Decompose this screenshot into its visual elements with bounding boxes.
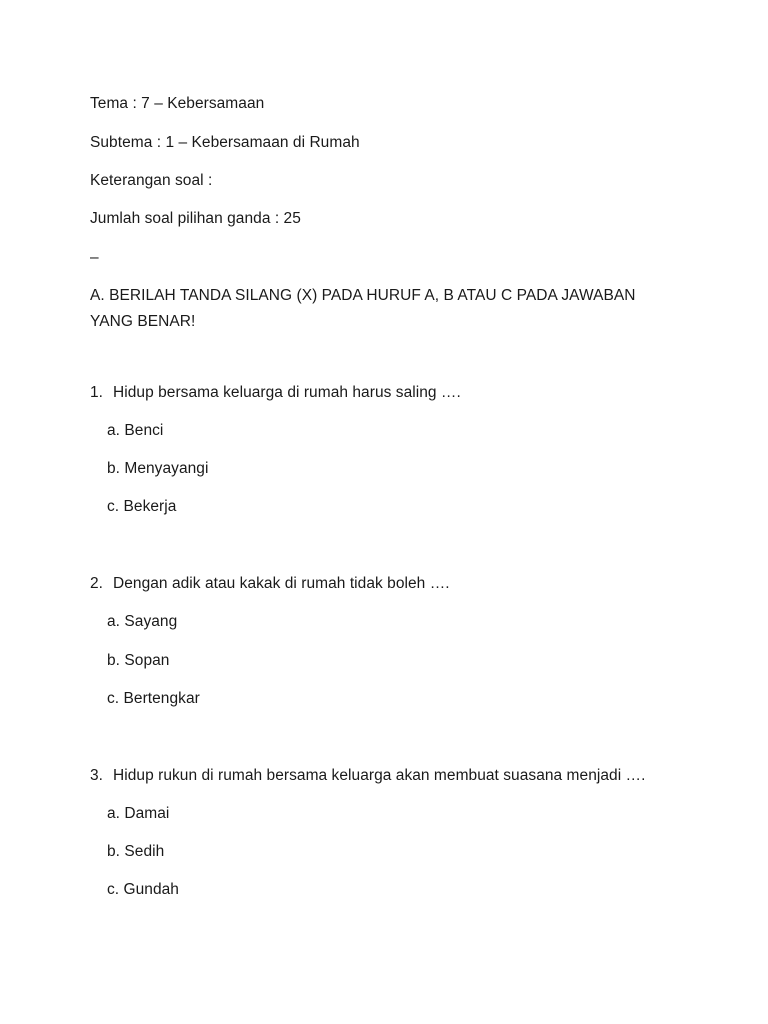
question-3-option-a: a. Damai bbox=[107, 805, 170, 822]
question-1-text: Hidup bersama keluarga di rumah harus saling …. bbox=[113, 384, 461, 401]
subtema-line: Subtema : 1 – Kebersamaan di Rumah bbox=[90, 134, 360, 151]
question-3-number: 3. bbox=[90, 767, 104, 784]
question-1-option-c: c. Bekerja bbox=[107, 498, 177, 515]
question-1-number: 1. bbox=[90, 384, 104, 401]
tema-line: Tema : 7 – Kebersamaan bbox=[90, 95, 265, 112]
question-2-option-c: c. Bertengkar bbox=[107, 690, 200, 707]
question-1-option-b: b. Menyayangi bbox=[107, 460, 209, 477]
question-2-number: 2. bbox=[90, 575, 104, 592]
question-1-option-a: a. Benci bbox=[107, 422, 164, 439]
jumlah-soal-line: Jumlah soal pilihan ganda : 25 bbox=[90, 210, 301, 227]
question-3-option-c: c. Gundah bbox=[107, 881, 179, 898]
dash-separator: – bbox=[90, 249, 99, 266]
question-3-option-b: b. Sedih bbox=[107, 843, 165, 860]
instruction-text: A. BERILAH TANDA SILANG (X) PADA HURUF A, B ATAU C PADA JAWABAN YANG BENAR! bbox=[90, 287, 636, 330]
question-3 bbox=[90, 763, 645, 789]
question-2-text: Dengan adik atau kakak di rumah tidak boleh …. bbox=[113, 575, 450, 592]
question-2 bbox=[90, 571, 450, 597]
question-1 bbox=[90, 380, 461, 406]
question-3-text: Hidup rukun di rumah bersama keluarga akan membuat suasana menjadi …. bbox=[113, 767, 646, 784]
question-2-option-b: b. Sopan bbox=[107, 652, 170, 669]
question-2-option-a: a. Sayang bbox=[107, 613, 178, 630]
keterangan-line: Keterangan soal : bbox=[90, 172, 213, 189]
